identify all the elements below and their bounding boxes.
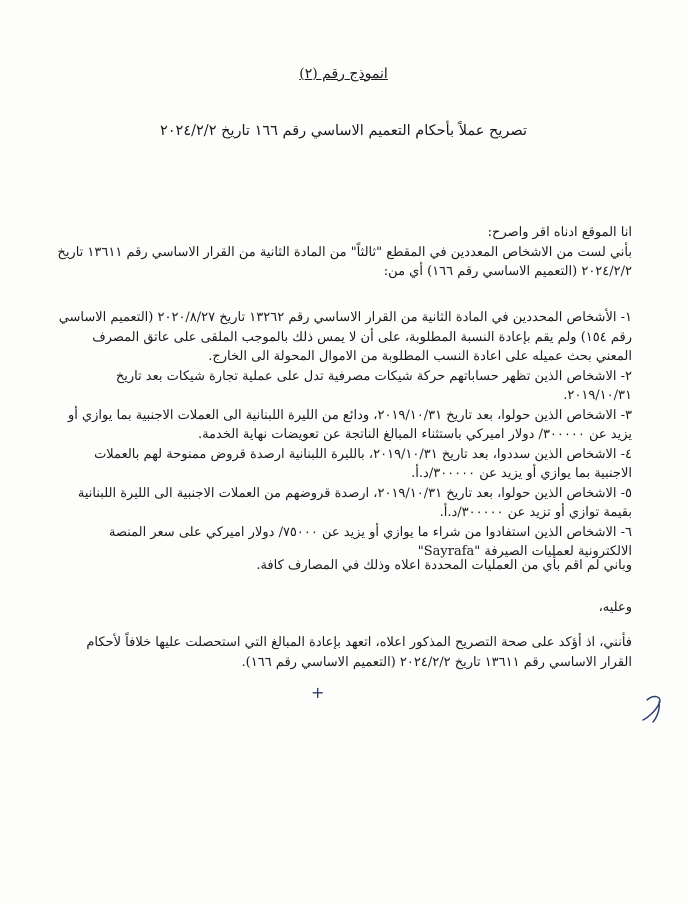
closing-statement: وباني لم اقم بأي من العمليات المحددة اعلاه وذلك في المصارف كافة. [256, 558, 632, 573]
intro-block [55, 223, 632, 282]
intro-line-1: انا الموقع ادناه اقر واصرح: [487, 225, 632, 240]
list-item: ٣- الاشخاص الذين حولوا، بعد تاريخ ٢٠١٩/١٠/٣١، ودائع من الليرة اللبنانية الى العملات الاجنبية بما يوازي أو يزيد عن ٣٠٠٠٠٠/ دولار اميركي باستثناء المبالغ الناتجة عن تعويضات نهاية الخدمة. [67, 407, 632, 442]
list-item: ٦- الاشخاص الذين استفادوا من شراء ما يوازي أو يزيد عن ٧٥٠٠٠/ دولار اميركي على سعر المنصة الالكترونية لعمليات الصيرفة "Sayrafa" [108, 524, 632, 559]
plus-mark: + [311, 683, 325, 702]
list-item: ٢- الاشخاص الذين تظهر حساباتهم حركة شيكات مصرفية تدل على عملية تجارة شيكات بعد تاريخ ٢٠١٩/١٠/٣١. [115, 368, 632, 403]
form-number: انموذج رقم (٢) [299, 66, 388, 82]
accordingly-line: وعليه، [598, 600, 632, 615]
list-item: ١- الأشخاص المحددين في المادة الثانية من القرار الاساسي رقم ١٣٢٦٢ تاريخ ٢٠٢٠/٨/٢٧ (التعميم الاساسي رقم ١٥٤) ولم يقم بإعادة النسبة المطلوبة، على أن لا يمس ذلك بالموجب الملقى على عاتق المصرف المعني بحث عميله على اعادة النسب المطلوبة من الاموال المحولة الى الخارج. [58, 310, 632, 364]
list-item: ٥- الاشخاص الذين حولوا، بعد تاريخ ٢٠١٩/١٠/٣١، ارصدة قروضهم من العملات الاجنبية الى الليرة اللبنانية بقيمة توازي أو تزيد عن ٣٠٠٠٠٠/د.أ. [77, 485, 632, 520]
signature-scribble-icon [633, 692, 669, 724]
pledge-statement: فأنني، اذ أؤكد على صحة التصريح المذكور اعلاه، اتعهد بإعادة المبالغ التي استحصلت عليها خلافاً لأحكام القرار الاساسي رقم ١٣٦١١ تاريخ ٢٠٢٤/٢/٢ (التعميم الاساسي رقم ١٦٦). [86, 635, 632, 670]
intro-line-2: بأني لست من الاشخاص المعددين في المقطع "ثالثاً" من المادة الثانية من القرار الاساسي رقم ١٣٦١١ تاريخ ٢٠٢٤/٢/٢ (التعميم الاساسي رقم ١٦٦) أي من: [57, 244, 632, 279]
list-item: ٤- الاشخاص الذين سددوا، بعد تاريخ ٢٠١٩/١٠/٣١، بالليرة اللبنانية ارصدة قروض ممنوحة لهم بالعملات الاجنبية بما يوازي أو يزيد عن ٣٠٠٠٠٠/د.أ. [94, 446, 632, 481]
declaration-title: تصريح عملاً بأحكام التعميم الاساسي رقم ١٦٦ تاريخ ٢٠٢٤/٢/٢ [159, 123, 528, 139]
criteria-list [55, 308, 632, 562]
